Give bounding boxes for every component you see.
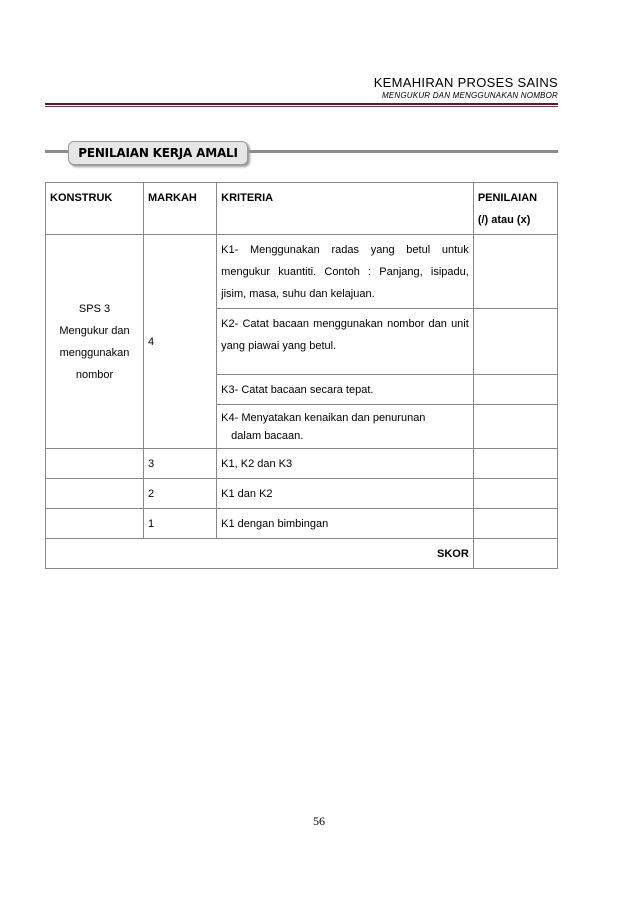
kriteria-k2: K2- Catat bacaan menggunakan nombor dan unit yang piawai yang betul.: [217, 309, 474, 375]
header-rule: [45, 103, 558, 105]
empty-konstruk-cell: [46, 479, 144, 509]
assessment-table: [45, 182, 558, 569]
markah-cell: 3: [143, 449, 216, 479]
kriteria-k4: [217, 405, 474, 449]
konstruk-cell: [46, 235, 144, 449]
table-row: [46, 509, 558, 539]
header-title: KEMAHIRAN PROSES SAINS: [373, 75, 558, 90]
kriteria-cell: K1 dan K2: [217, 479, 474, 509]
penilaian-cell[interactable]: [473, 309, 557, 375]
konstruk-line: Mengukur dan: [59, 325, 130, 337]
table-skor-row: [46, 539, 558, 569]
table-header-row: [46, 183, 558, 235]
penilaian-cell[interactable]: [473, 235, 557, 309]
kriteria-k3: K3- Catat bacaan secara tepat.: [217, 375, 474, 405]
penilaian-cell[interactable]: [473, 405, 557, 449]
header-penilaian-line2: (/) atau (x): [477, 214, 531, 226]
konstruk-line: menggunakan: [59, 347, 130, 359]
kriteria-cell: K1 dengan bimbingan: [217, 509, 474, 539]
skor-label: SKOR: [46, 539, 474, 569]
markah-cell-4: 4: [143, 235, 216, 449]
table-row: [46, 449, 558, 479]
table-row: [46, 479, 558, 509]
header-penilaian-line1: PENILAIAN: [477, 192, 538, 204]
penilaian-cell[interactable]: [473, 449, 557, 479]
empty-konstruk-cell: [46, 449, 144, 479]
markah-cell: 1: [143, 509, 216, 539]
markah-cell: 2: [143, 479, 216, 509]
empty-konstruk-cell: [46, 509, 144, 539]
kriteria-k1: K1- Menggunakan radas yang betul untuk mengukur kuantiti. Contoh : Panjang, isipadu, jisim, masa, suhu dan kelajuan.: [217, 235, 474, 309]
header-markah: MARKAH: [143, 183, 216, 235]
table-row: [46, 235, 558, 309]
penilaian-cell[interactable]: [473, 479, 557, 509]
konstruk-line: SPS 3: [78, 303, 111, 315]
kriteria-k4-line2: dalam bacaan.: [231, 430, 304, 442]
header-penilaian: [473, 183, 557, 235]
kriteria-k4-line1: K4- Menyatakan kenaikan dan penurunan: [221, 412, 426, 424]
header-subtitle: MENGUKUR DAN MENGGUNAKAN NOMBOR: [382, 91, 558, 100]
penilaian-cell[interactable]: [473, 509, 557, 539]
penilaian-cell[interactable]: [473, 375, 557, 405]
kriteria-cell: K1, K2 dan K3: [217, 449, 474, 479]
page-number: 56: [313, 814, 325, 828]
konstruk-line: nombor: [75, 369, 114, 381]
header-kriteria: KRITERIA: [217, 183, 474, 235]
header-rule-thin: [45, 106, 558, 107]
header-konstruk: KONSTRUK: [46, 183, 144, 235]
skor-value-cell[interactable]: [473, 539, 557, 569]
section-label: PENILAIAN KERJA AMALI: [68, 141, 248, 165]
